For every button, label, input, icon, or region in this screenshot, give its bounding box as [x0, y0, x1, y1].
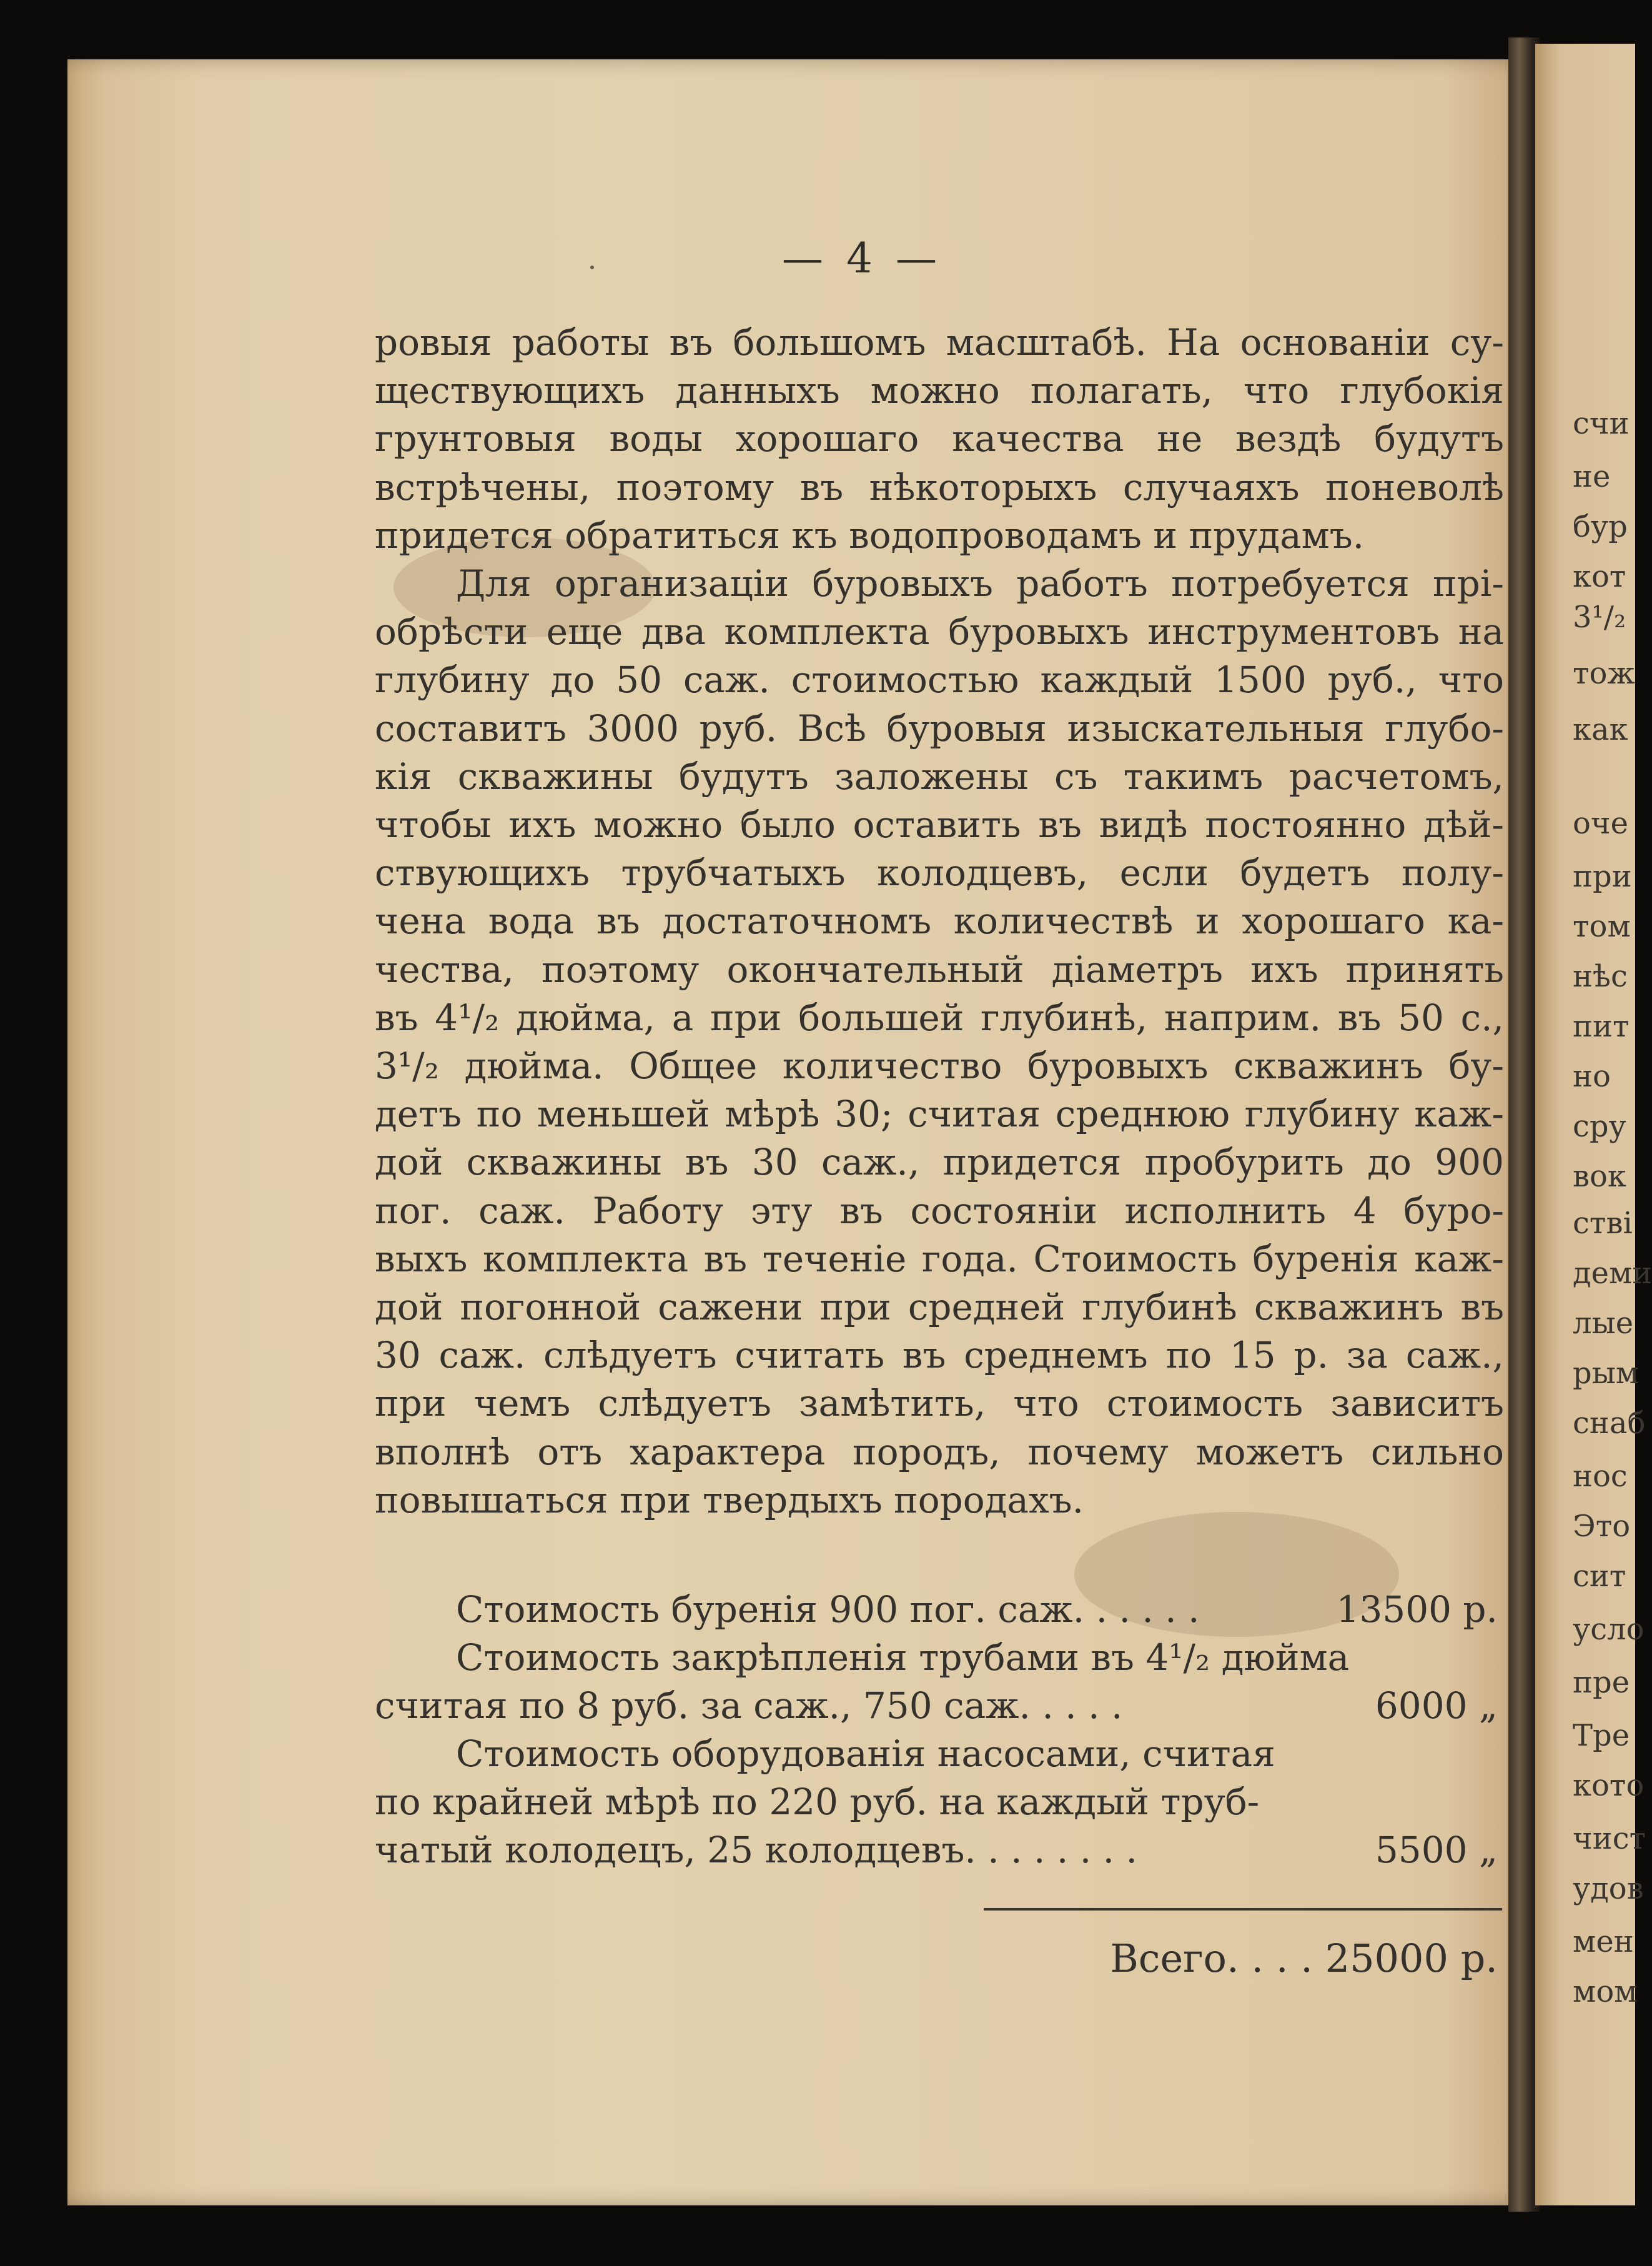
right-page-fragment: но — [1573, 1059, 1611, 1094]
right-page-fragment: вок — [1573, 1159, 1626, 1194]
cost-line — [375, 1776, 1504, 1827]
right-page-fragment: нѣс — [1573, 959, 1628, 994]
text-line: при чемъ слѣдуетъ замѣтить, что стоимость зависитъ — [375, 1382, 1504, 1424]
right-page-fragment: как — [1573, 712, 1628, 747]
cost-amount: 6000 „ — [1375, 1684, 1498, 1727]
cost-description: считая по 8 руб. за саж., 750 саж. . . . . — [375, 1684, 1123, 1727]
cost-description: чатый колодецъ, 25 колодцевъ. . . . . . . . — [375, 1829, 1137, 1871]
right-page-fragment: бур — [1573, 509, 1628, 544]
cost-line — [375, 1632, 1504, 1683]
text-line: чества, поэтому окончательный діаметръ ихъ принять — [375, 948, 1504, 991]
cost-amount: 5500 „ — [1375, 1829, 1498, 1871]
right-page-fragment: кото — [1573, 1768, 1645, 1803]
right-page-fragment: усло — [1573, 1612, 1645, 1647]
right-page-fragment: рым — [1573, 1356, 1640, 1391]
right-page-fragment: оче — [1573, 806, 1629, 841]
cost-description: Стоимость оборудованія насосами, считая — [456, 1732, 1275, 1775]
text-line: ровыя работы въ большомъ масштабѣ. На основаніи су- — [375, 321, 1504, 364]
text-line: пог. саж. Работу эту въ состояніи исполнить 4 буро- — [375, 1190, 1504, 1232]
text-line: 30 саж. слѣдуетъ считать въ среднемъ по 15 р. за саж., — [375, 1334, 1504, 1376]
text-line: 3¹/₂ дюйма. Общее количество буровыхъ скважинъ бу- — [375, 1045, 1504, 1087]
text-line: обрѣсти еще два комплекта буровыхъ инструментовъ на — [375, 610, 1504, 653]
right-page-fragment: счи — [1573, 406, 1630, 441]
right-page-fragment: при — [1573, 859, 1632, 894]
cost-total: Всего. . . . 25000 р. — [1110, 1936, 1498, 1981]
right-page-fragment: Это — [1573, 1509, 1631, 1544]
cost-line — [375, 1824, 1504, 1876]
right-page-fragment: кот — [1573, 559, 1626, 594]
right-page-fragment: сру — [1573, 1109, 1626, 1144]
text-line: чтобы ихъ можно было оставить въ видѣ постоянно дѣй- — [375, 803, 1504, 846]
cost-line — [375, 1680, 1504, 1731]
text-line: придется обратиться къ водопроводамъ и прудамъ. — [375, 514, 1365, 557]
right-page-fragment: деми — [1573, 1256, 1652, 1291]
cost-description: по крайней мѣрѣ по 220 руб. на каждый труб- — [375, 1781, 1260, 1823]
text-line: повышаться при твердыхъ породахъ. — [375, 1479, 1084, 1521]
right-page-fragment: 3¹/₂ — [1573, 600, 1626, 635]
right-page-fragment: лые — [1573, 1306, 1634, 1341]
text-line: глубину до 50 саж. стоимостью каждый 1500 руб., что — [375, 658, 1504, 701]
text-line: составитъ 3000 руб. Всѣ буровыя изыскательныя глубо- — [375, 707, 1504, 750]
text-line: дой скважины въ 30 саж., придется пробурить до 900 — [375, 1141, 1504, 1183]
text-line: грунтовыя воды хорошаго качества не вездѣ будутъ — [375, 417, 1504, 460]
cost-line — [375, 1728, 1504, 1779]
right-page-fragment: удов — [1573, 1871, 1644, 1906]
text-line: Для организаціи буровыхъ работъ потребуется прі- — [456, 562, 1504, 605]
text-line: чена вода въ достаточномъ количествѣ и хорошаго ка- — [375, 900, 1504, 942]
cost-line — [375, 1584, 1504, 1635]
text-line: вполнѣ отъ характера породъ, почему можетъ сильно — [375, 1431, 1504, 1473]
cost-description: Стоимость закрѣпленія трубами въ 4¹/₂ дюйма — [456, 1636, 1350, 1679]
text-line: кія скважины будутъ заложены съ такимъ расчетомъ, — [375, 755, 1504, 798]
right-page-fragment: мен — [1573, 1924, 1634, 1959]
text-line: выхъ комплекта въ теченіе года. Стоимость буренія каж- — [375, 1238, 1504, 1280]
text-line: детъ по меньшей мѣрѣ 30; считая среднюю глубину каж- — [375, 1093, 1504, 1135]
right-page-fragment: пит — [1573, 1009, 1630, 1044]
right-page-fragment: Тре — [1573, 1718, 1630, 1753]
right-page-fragment: сит — [1573, 1559, 1626, 1594]
text-line: въ 4¹/₂ дюйма, а при большей глубинѣ, наприм. въ 50 с., — [375, 996, 1504, 1039]
cost-amount: 13500 р. — [1336, 1588, 1498, 1631]
right-page-fragment: чист — [1573, 1821, 1646, 1856]
cost-description: Стоимость буренія 900 пог. саж. . . . . . — [456, 1588, 1200, 1631]
ink-speck — [590, 266, 594, 269]
right-page-fragment: том — [1573, 909, 1631, 944]
text-line: встрѣчены, поэтому въ нѣкоторыхъ случаяхъ поневолѣ — [375, 466, 1504, 509]
text-line: ствующихъ трубчатыхъ колодцевъ, если будетъ полу- — [375, 852, 1504, 894]
right-page-fragment: нос — [1573, 1459, 1628, 1494]
right-page-fragment: тож — [1573, 656, 1635, 691]
page-number: — 4 — — [782, 234, 942, 282]
right-page-fragment: ствi — [1573, 1206, 1633, 1241]
text-line: ществующихъ данныхъ можно полагать, что глубокія — [375, 369, 1504, 412]
right-page-fragment: не — [1573, 459, 1611, 494]
right-page-fragment: мом — [1573, 1974, 1638, 2009]
text-line: дой погонной сажени при средней глубинѣ скважинъ въ — [375, 1286, 1504, 1328]
sum-rule — [984, 1908, 1502, 1911]
right-page-fragment: пре — [1573, 1665, 1630, 1700]
right-page-fragment: снаб — [1573, 1406, 1646, 1441]
